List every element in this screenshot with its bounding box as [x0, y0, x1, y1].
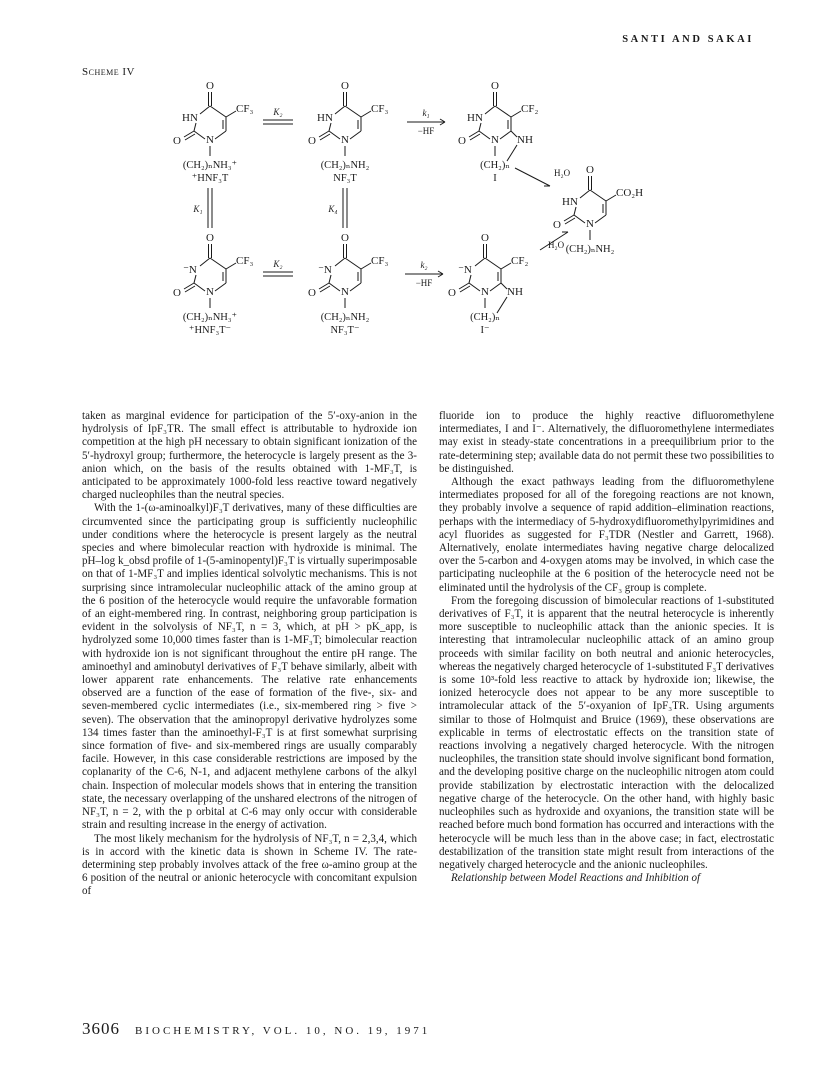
ring-bond	[479, 123, 481, 131]
n1-label: N	[341, 134, 349, 146]
oxygen-label: O	[206, 80, 214, 92]
carbonyl-bond	[320, 286, 330, 292]
page-number: 3606	[82, 1019, 120, 1038]
oxygen-label: O	[448, 287, 456, 299]
ring-bond	[215, 131, 226, 139]
elimination-label-bottom: −HF	[415, 278, 433, 288]
right-para-2: Although the exact pathways leading from the difluoromethylene intermediates proposed for all of the foregoing reactions are not known, they probably involve a sequence of rapid addition–elimination reactions, perhaps with the intermediacy of 5-hydroxydifluoromethylpyrimidines and acyl fluorides as suggested for F₃TDR (Nestler and Garrett, 1968). Alternatively, enolate intermediates having negative charge delocalized over the 5-carbon and 4-oxygen atoms may be involved, in which case the participating nucleophile at the 6 position of the heterocycle need not be eliminated until the hydrolysis of the CF₃ group is complete.	[439, 476, 774, 594]
ring-bond	[475, 258, 485, 266]
compound-name: I⁻	[480, 325, 490, 336]
left-column	[82, 410, 417, 899]
left-para-2: With the 1-(ω-aminoalkyl)F₃T derivatives, many of these difficulties are circumvented since the participating group is sufficiently nucleophilic under conditions where the heterocycle is present largely as the neutral species and where bimolecular reaction with hydroxide is minimal. The pH–log k_obsd profile of 1-(5-aminopentyl)F₃T is virtually superimposable on that of 1-MF₃T and implies identical solvolytic mechanisms. This is not surprising since intramolecular nucleophilic attack of the amino group at the 6 position of the heterocycle would require the unfavorable formation of an eight-membered ring. In contrast, neighboring group participation is evident in the solvolysis of NF₃T, n = 3, which, at pH > pK_app, is hydrolyzed some 10,000 times faster than is 1-MF₃T; bimolecular reaction with hydroxide ion is not significant throughout the entire pH range. The aminoethyl and aminobutyl derivatives of F₃T behave similarly, albeit with lower apparent rate enhancements. The relative rate enhancements observed are a function of the ease of formation of the five-, six- and seven-membered cyclic intermediates (i.e., six-membered ring > five > seven). The observation that the aminopropyl derivative hydrolyzes some 134 times faster than the aminoethyl-F₃T is at first somewhat surprising since formation of five- and six-membered rings are usually comparably facile. However, in this case considerable restrictions are imposed by the coplanarity of the C-6, N-1, and adjacent methylene carbons of the alkyl chain. Inspection of molecular models shows that in entering the transition state, the necessary overlapping of the unshared electrons of the nitrogen of NF₃T, n = 2, with the p orbital at C-6 may only occur with considerable strain and resulting increase in the energy of activation.	[82, 502, 417, 832]
constant-k1: K₁	[193, 204, 203, 214]
constant-k2-bottom: K₂	[273, 259, 283, 269]
chain-label: (CH₂)ₙNH₃⁺	[182, 160, 238, 171]
carbonyl-bond	[459, 283, 469, 289]
constant-k4: K₄	[328, 204, 338, 214]
oxygen-label: O	[586, 164, 594, 176]
oxygen-label: O	[458, 135, 466, 147]
ring-bond	[485, 106, 495, 114]
oxygen-label: O	[173, 135, 181, 147]
bridge-bond	[507, 145, 517, 161]
n1-label: N	[206, 286, 214, 298]
ring-bond	[345, 106, 361, 117]
ring-bond	[200, 106, 210, 114]
chain-label: (CH₂)ₙNH₂	[565, 244, 615, 255]
ring-bond	[469, 283, 480, 291]
carbonyl-bond	[184, 283, 194, 289]
compound-name: I	[493, 173, 497, 184]
substituent-bond	[606, 195, 616, 201]
carbonyl-bond	[319, 131, 329, 137]
ring-bond	[210, 106, 226, 117]
n3-label: ⁻N	[183, 264, 197, 276]
compound-name: ⁺HNF₃T	[191, 173, 229, 184]
ring-bond	[194, 131, 205, 139]
carbonyl-bond	[470, 134, 480, 140]
running-head: SANTI AND SAKAI	[622, 34, 754, 45]
chain-label: (CH₂)ₙ	[480, 160, 510, 171]
nh-label: NH	[507, 286, 523, 298]
ring-bond	[350, 283, 361, 291]
chain-label: (CH₂)ₙNH₃⁺	[182, 312, 238, 323]
bridge-bond	[497, 297, 507, 313]
chain-label: (CH₂)ₙNH₂	[320, 312, 370, 323]
n1-label: N	[491, 134, 499, 146]
water-label-bottom: H₂O	[548, 240, 565, 250]
oxygen-label: O	[491, 80, 499, 92]
carbonyl-bond	[185, 286, 195, 292]
scheme-label: Scheme IV	[82, 66, 135, 78]
ring-bond	[469, 275, 471, 283]
n1-label: N	[481, 286, 489, 298]
ring-bond	[194, 123, 196, 131]
substituent-bond	[361, 263, 371, 269]
oxygen-label: O	[206, 232, 214, 244]
oxygen-label: O	[481, 232, 489, 244]
oxygen-label: O	[308, 135, 316, 147]
ring-bond	[479, 131, 490, 139]
substituent-label: CF₂	[521, 103, 539, 115]
ring-bond	[595, 215, 606, 223]
substituent-label: CF₂	[511, 255, 529, 267]
carbonyl-bond	[469, 131, 479, 137]
ring-bond	[574, 215, 585, 223]
left-para-3: The most likely mechanism for the hydrolysis of NF₃T, n = 2,3,4, which is in accord with the kinetic data is shown in Scheme IV. The rate-determining step probably involves attack of the free ω-amino group at the 6 position of the neutral or anionic heterocycle with concomitant expulsion of	[82, 832, 417, 898]
ring-bond	[335, 258, 345, 266]
nh-label: NH	[517, 134, 533, 146]
carbonyl-bond	[565, 218, 575, 224]
ring-bond	[329, 123, 331, 131]
ring-bond	[335, 106, 345, 114]
substituent-label: CF₃	[371, 103, 389, 115]
journal-citation: BIOCHEMISTRY, VOL. 10, NO. 19, 1971	[135, 1025, 431, 1037]
chain-label: (CH₂)ₙ	[470, 312, 500, 323]
right-para-3: From the foregoing discussion of bimolecular reactions of 1-substituted derivatives of F₃T, it is apparent that the neutral heterocycle is inherently more susceptible to nucleophilic attack than the anionic species. It is interesting that intramolecular nucleophilic attack of an amino group proceeds with similar facility on both neutral and anionic heterocycles, whereas the negatively charged heterocycle of 1-substituted F₃T derivatives is some 10³-fold less reactive to attack by hydroxide ion; likewise, the ionized heterocycle does not appear to be any more susceptible to intramolecular attack of the 5′-oxyanion of IpF₃TR. Using arguments similar to those of Holmquist and Bruice (1969), these observations are explicable in terms of electrostatic effects on the transition state of reactions involving a negatively charged heterocycle. With the nitrogen nucleophiles, the transition state should involve significant bond formation, and the developing positive charge on the nucleophilic nitrogen atom could provide stabilization by electrostatic interaction with the delocalized negative charge of the heterocycle. On the other hand, with highly basic nucleophiles such as hydroxide and oxyanions, the transition state will be reached before much bond formation has occurred and interactions with the heterocycle will be much less than in the above case; in fact, electrostatic destabilization of the transition state might result from interactions of the negatively charged heterocycle and the anionic nucleophiles.	[439, 594, 774, 871]
n1-label: N	[341, 286, 349, 298]
substituent-bond	[511, 111, 521, 117]
oxygen-label: O	[341, 232, 349, 244]
right-para-1: fluoride ion to produce the highly reactive difluoromethylene intermediates, I and I⁻. Alternatively, the difluoromethylene intermediates may exist in steady-state concentrations in a preequilibrium prior to the rate-determining step; available data do not permit these two possibilities to be distinguished.	[439, 410, 775, 475]
compound-name: NF₃T	[333, 173, 357, 184]
n1-label: N	[586, 218, 594, 230]
ring-bond	[329, 275, 331, 283]
n1-label: N	[206, 134, 214, 146]
page-footer	[82, 1019, 430, 1039]
carbonyl-bond	[320, 134, 330, 140]
oxygen-label: O	[553, 219, 561, 231]
ring-bond	[574, 207, 576, 215]
water-label-top: H₂O	[554, 168, 571, 178]
right-column	[439, 410, 774, 885]
ring-bond	[215, 283, 226, 291]
ring-bond	[345, 258, 361, 269]
substituent-label: CF₃	[236, 103, 254, 115]
ring-bond	[200, 258, 210, 266]
oxygen-label: O	[308, 287, 316, 299]
ring-bond	[580, 190, 590, 198]
hydrolysis-arrow	[515, 168, 550, 186]
compound-name: ⁺HNF₃T⁻	[188, 325, 232, 336]
n3-label: ⁻N	[458, 264, 472, 276]
ring-bond	[485, 258, 501, 269]
substituent-bond	[226, 263, 236, 269]
scheme-iv-diagram	[110, 78, 670, 378]
ring-bond	[495, 106, 511, 117]
constant-k2: K₂	[273, 107, 283, 117]
ring-bond	[500, 131, 511, 139]
substituent-label: CF₃	[371, 255, 389, 267]
ring-bond	[194, 275, 196, 283]
n3-label: HN	[317, 112, 333, 124]
substituent-label: CF₃	[236, 255, 254, 267]
ring-bond	[490, 283, 501, 291]
carbonyl-bond	[564, 215, 574, 221]
substituent-bond	[226, 111, 236, 117]
oxygen-label: O	[173, 287, 181, 299]
ring-bond	[194, 283, 205, 291]
right-para-4: Relationship between Model Reactions and Inhibition of	[451, 872, 701, 885]
chain-label: (CH₂)ₙNH₂	[320, 160, 370, 171]
substituent-label: CO₂H	[616, 187, 644, 199]
ring-bond	[329, 283, 340, 291]
left-para-1: taken as marginal evidence for participation of the 5′-oxy-anion in the hydrolysis of IpF₃TR. The small effect is attributable to hydroxide ion competition at the high pH necessary to obtain significant ionization of the 5′-hydroxyl group; furthermore, the heterocycle is largely present as the 3-anion which, on the basis of the results obtained with 1-MF₃T, is anticipated to be approximately 1000-fold less reactive toward negatively charged nucleophiles than the neutral species.	[82, 410, 417, 502]
compound-name: NF₃T⁻	[330, 325, 360, 336]
rate-k1: k₁	[422, 108, 430, 118]
carbonyl-bond	[319, 283, 329, 289]
n3-label: ⁻N	[318, 264, 332, 276]
substituent-bond	[361, 111, 371, 117]
rate-k2: k₂	[420, 260, 428, 270]
carbonyl-bond	[184, 131, 194, 137]
carbonyl-bond	[460, 286, 470, 292]
n3-label: HN	[182, 112, 198, 124]
ring-bond	[210, 258, 226, 269]
ring-bond	[350, 131, 361, 139]
ring-bond	[329, 131, 340, 139]
carbonyl-bond	[185, 134, 195, 140]
n3-label: HN	[562, 196, 578, 208]
ring-bond	[590, 190, 606, 201]
elimination-label: −HF	[417, 126, 435, 136]
n3-label: HN	[467, 112, 483, 124]
oxygen-label: O	[341, 80, 349, 92]
substituent-bond	[501, 263, 511, 269]
